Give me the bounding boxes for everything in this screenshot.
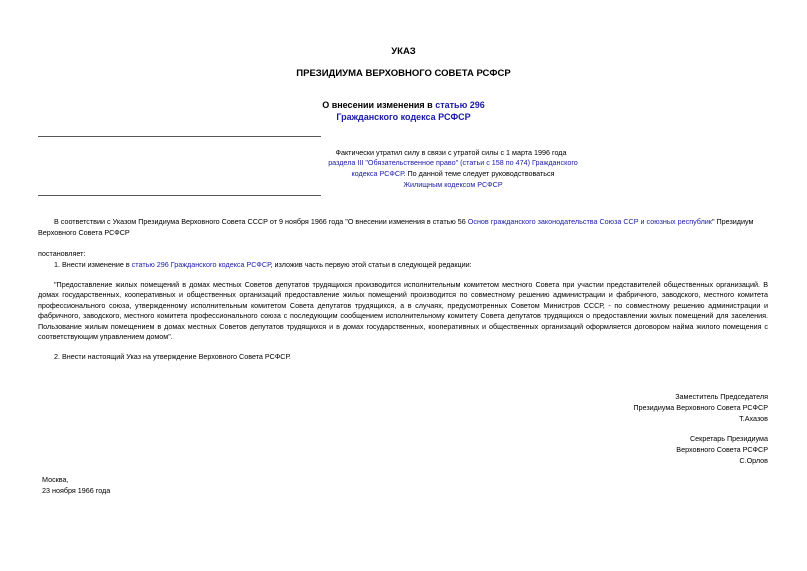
section-iii-link[interactable]: раздела III "Обязательственное право" (статьи с 158 по 474) Гражданского <box>328 158 578 167</box>
item-1-text: 1. Внести изменение в <box>54 260 132 269</box>
issuing-body: ПРЕЗИДИУМА ВЕРХОВНОГО СОВЕТА РСФСР <box>296 68 511 79</box>
status-note-line1: Фактически утратил силу в связи с утратой силы с 1 марта 1996 года <box>335 148 567 157</box>
subtitle-text: О внесении изменения в <box>322 100 436 110</box>
resolution-word: постановляет: <box>38 249 86 258</box>
civil-code-link[interactable]: Гражданского кодекса РСФСР <box>336 112 471 122</box>
document-title: УКАЗ <box>391 46 416 57</box>
article-296-link[interactable]: статью 296 <box>435 100 485 110</box>
issue-date: 23 ноября 1966 года <box>42 486 111 495</box>
signatory-2-name: С.Орлов <box>739 456 768 465</box>
intro-text: В соответствии с Указом Президиума Верховного Совета СССР от 9 ноября 1966 года "О внесении изменения в статью 56 <box>54 217 468 226</box>
intro-paragraph <box>54 217 753 226</box>
item-2: 2. Внести настоящий Указ на утверждение Верховного Совета РСФСР. <box>54 352 291 361</box>
signatory-1-name: Т.Ахазов <box>739 414 768 423</box>
ussr-civil-law-link[interactable]: Основ гражданского законодательства Союза ССР и союзных республик <box>467 217 712 226</box>
item-1 <box>54 260 472 269</box>
divider-top <box>38 136 321 137</box>
document-subtitle-line2 <box>0 112 807 122</box>
divider-bottom <box>38 195 321 196</box>
item-1-tail: , изложив часть первую этой статьи в следующей редакции: <box>270 260 472 269</box>
civil-code-note-link[interactable]: кодекса РСФСР <box>351 169 404 178</box>
article-296-body-link[interactable]: статью 296 Гражданского кодекса РСФСР <box>131 260 271 269</box>
signatory-2-title: Секретарь Президиума <box>689 434 768 443</box>
intro-paragraph-line2: Верховного Совета РСФСР <box>38 228 130 237</box>
status-note-line2 <box>253 158 653 167</box>
signatory-1-body: Президиума Верховного Совета РСФСР <box>633 403 768 412</box>
signatory-2-body: Верховного Совета РСФСР <box>676 445 768 454</box>
amendment-quote: "Предоставление жилых помещений в домах местных Советов депутатов трудящихся производится исполнительным комитетом местного Совета при участии представителей общественных организаций. В домах государственных, кооперативных и общественных организаций предоставление жилых помещений производится по совместному решению администрации и фабричного, заводского, местного комитета профессионального союза, утвержденному исполнительным комитетом Совета депутатов трудящихся, а в случаях, предусмотренных Советом Министров СССР, - по совместному решению администрации и фабричного, заводского, местного комитета профессионального союза с последующим сообщением исполнительному комитету Совета депутатов трудящихся о предоставлении жилых помещений для заселения. Пользование жилым помещением в домах местных Советов депутатов трудящихся и в домах государственных, кооперативных и общественных организаций оформляется договором найма жилого помещения с соответствующим управлением домом". <box>38 280 768 342</box>
intro-tail: " Президиум <box>711 217 754 226</box>
signatory-1-title: Заместитель Председателя <box>675 392 768 401</box>
housing-code-link[interactable]: Жилищным кодексом РСФСР <box>403 180 503 189</box>
document-subtitle-line1 <box>0 100 807 110</box>
status-note-text: . По данной теме следует руководствоваться <box>403 169 555 178</box>
issue-place: Москва, <box>42 475 69 484</box>
status-note-line4 <box>253 180 653 189</box>
status-note-line3 <box>253 169 653 178</box>
